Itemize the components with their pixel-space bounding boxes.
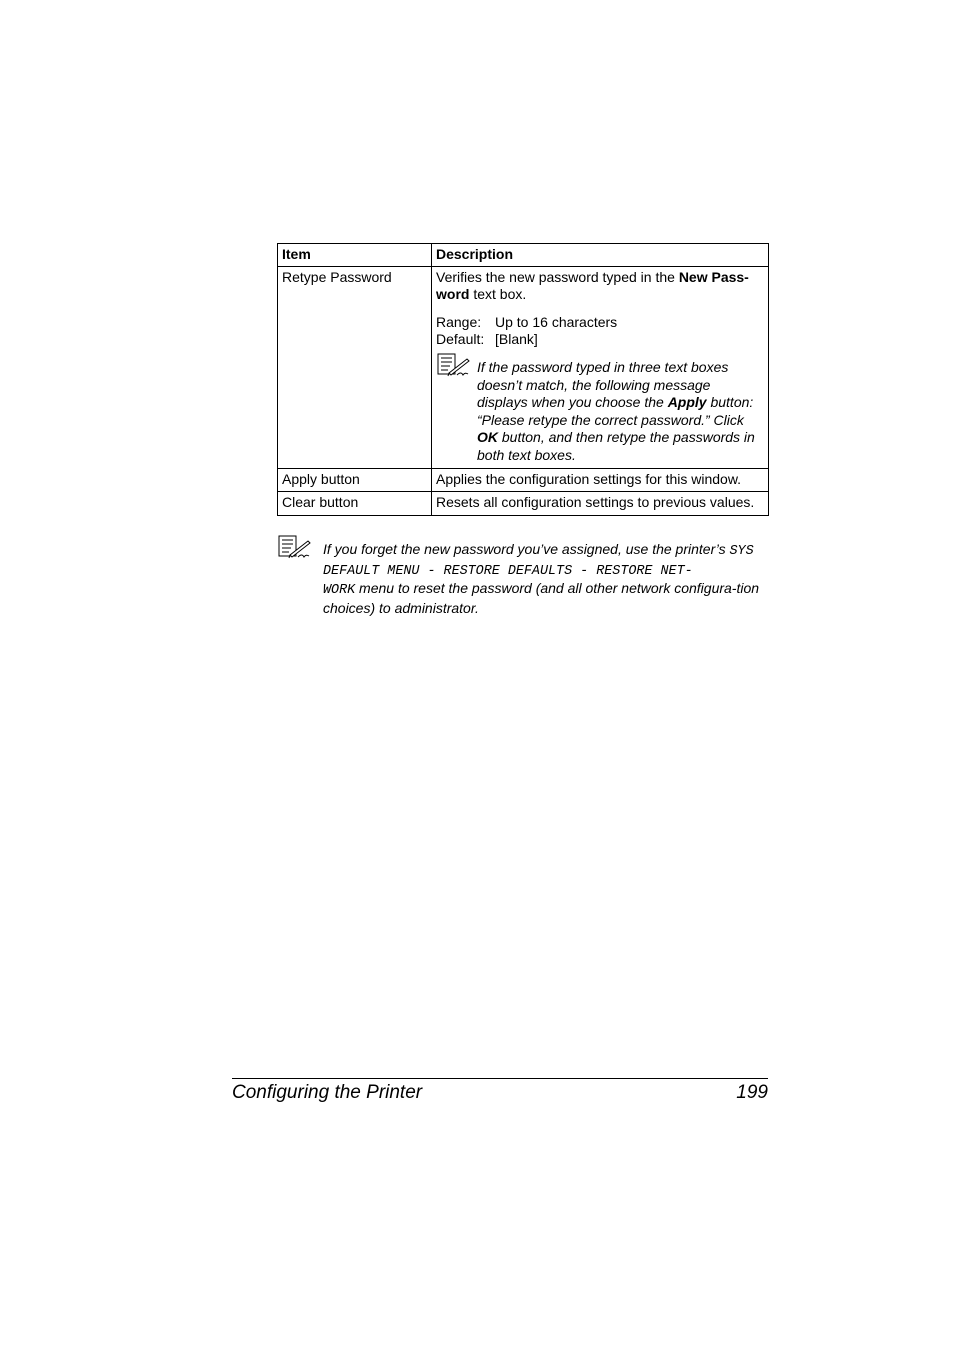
range-label: Range:: [436, 313, 482, 330]
note-pencil-icon: [437, 353, 471, 382]
page-note-text-part: If you forget the new password you’ve assigned, use the printer’s: [323, 541, 730, 557]
default-value: [Blank]: [495, 331, 538, 348]
item-cell: Retype Password: [278, 266, 432, 468]
description-cell: [432, 266, 769, 468]
description-text-part: text box.: [469, 286, 527, 303]
note-bold-ok: OK: [477, 429, 498, 446]
default-label: Default:: [436, 331, 485, 348]
footer-rule: [232, 1078, 768, 1079]
description-cell: Resets all configuration settings to previous values.: [432, 492, 769, 516]
table-row: [278, 468, 769, 492]
note-text: button: “Please retype the correct password.” Click: [477, 394, 754, 428]
note-text: button, and then retype the passwords in both text boxes.: [477, 429, 755, 463]
note-pencil-icon: [278, 535, 312, 564]
footer-section-title: Configuring the Printer: [232, 1082, 423, 1103]
settings-table: [277, 243, 769, 516]
menu-path: WORK: [323, 583, 356, 599]
field-name-bold: New Pass-: [678, 268, 749, 285]
note-bold-apply: Apply: [667, 394, 707, 411]
description-text: [436, 269, 764, 304]
item-cell: Clear button: [278, 492, 432, 516]
menu-path: SYS DEFAULT MENU - RESTORE DEFAULTS - RESTORE NET-: [323, 544, 754, 579]
field-name-bold: word: [436, 286, 470, 303]
column-header-description: Description: [432, 244, 769, 267]
page-note-text: [323, 541, 768, 617]
page-number: 199: [736, 1082, 768, 1103]
page-note-text-part: menu to reset the password (and all other network configura-tion choices) to administrator.: [323, 580, 760, 616]
description-cell: Applies the configuration settings for this window.: [432, 468, 769, 492]
table-header-row: [278, 244, 769, 267]
note-text: If the password typed in three text boxes doesn’t match, the following message displays when you choose the: [477, 358, 729, 411]
page-note: [278, 535, 768, 617]
table-row: [278, 266, 769, 468]
table-row: [278, 492, 769, 516]
column-header-item: Item: [278, 244, 432, 267]
range-line: [436, 314, 764, 332]
range-value: Up to 16 characters: [495, 313, 618, 330]
inline-note: [436, 359, 764, 465]
description-text-part: Verifies the new password typed in the: [436, 268, 679, 285]
item-cell: Apply button: [278, 468, 432, 492]
default-line: [436, 331, 764, 349]
